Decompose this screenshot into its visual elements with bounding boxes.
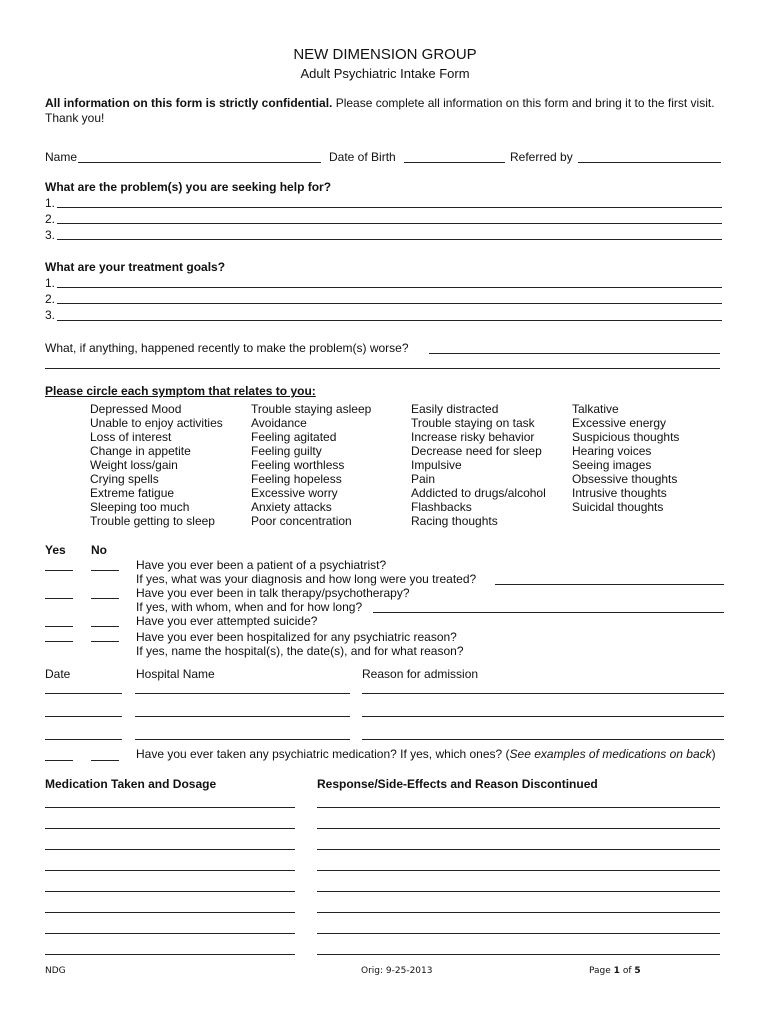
goal-number-3: 3. bbox=[45, 308, 56, 322]
response-line-1[interactable] bbox=[317, 807, 720, 808]
medication-line-7[interactable] bbox=[45, 933, 295, 934]
problem-line-3[interactable] bbox=[57, 239, 722, 240]
response-column-header: Response/Side-Effects and Reason Discontinued bbox=[317, 777, 598, 791]
hospital-date-line-3[interactable] bbox=[45, 739, 122, 740]
medication-yes-blank[interactable] bbox=[45, 760, 73, 761]
symptom-item[interactable]: Intrusive thoughts bbox=[572, 486, 667, 500]
footer-left: NDG bbox=[45, 966, 66, 976]
hospital-reason-line-1[interactable] bbox=[362, 693, 724, 694]
organization-name: NEW DIMENSION GROUP bbox=[293, 46, 477, 63]
medication-line-6[interactable] bbox=[45, 912, 295, 913]
symptom-item[interactable]: Crying spells bbox=[90, 472, 159, 486]
hospital-name-line-1[interactable] bbox=[135, 693, 350, 694]
q2-followup: If yes, with whom, when and for how long? bbox=[136, 600, 363, 614]
symptom-item[interactable]: Depressed Mood bbox=[90, 402, 182, 416]
page-current: 1 bbox=[613, 966, 620, 976]
q1-followup: If yes, what was your diagnosis and how long were you treated? bbox=[136, 572, 477, 586]
symptom-item[interactable]: Flashbacks bbox=[411, 500, 472, 514]
referred-field[interactable] bbox=[578, 162, 721, 163]
yes-header: Yes bbox=[45, 543, 66, 557]
q3-no-blank[interactable] bbox=[91, 626, 119, 627]
name-label: Name bbox=[45, 150, 78, 164]
no-header: No bbox=[91, 543, 107, 557]
thank-you: Thank you! bbox=[45, 111, 105, 125]
q4-yes-blank[interactable] bbox=[45, 641, 73, 642]
hospital-reason-line-3[interactable] bbox=[362, 739, 724, 740]
q4-followup: If yes, name the hospital(s), the date(s), and for what reason? bbox=[136, 644, 464, 658]
symptom-item[interactable]: Feeling agitated bbox=[251, 430, 337, 444]
q2-question: Have you ever been in talk therapy/psychotherapy? bbox=[136, 586, 410, 600]
medication-question-text: Have you ever taken any psychiatric medication? If yes, which ones? ( bbox=[136, 747, 510, 761]
footer-date: Orig: 9-25-2013 bbox=[361, 966, 433, 976]
symptom-column-3 bbox=[411, 402, 546, 528]
medication-line-5[interactable] bbox=[45, 891, 295, 892]
symptom-item[interactable]: Poor concentration bbox=[251, 514, 352, 528]
hospital-date-line-2[interactable] bbox=[45, 716, 122, 717]
response-line-7[interactable] bbox=[317, 933, 720, 934]
response-line-8[interactable] bbox=[317, 954, 720, 955]
q1-no-blank[interactable] bbox=[91, 570, 119, 571]
medication-note: See examples of medications on back bbox=[509, 747, 712, 761]
symptom-item[interactable]: Suicidal thoughts bbox=[572, 500, 664, 514]
symptom-item[interactable]: Loss of interest bbox=[90, 430, 172, 444]
medication-question bbox=[136, 747, 716, 761]
hospital-name-line-2[interactable] bbox=[135, 716, 350, 717]
symptoms-heading: Please circle each symptom that relates to you: bbox=[45, 384, 316, 398]
symptom-item[interactable]: Trouble staying asleep bbox=[251, 402, 372, 416]
symptom-item[interactable]: Easily distracted bbox=[411, 402, 499, 416]
goals-question: What are your treatment goals? bbox=[45, 260, 226, 274]
symptom-item[interactable]: Hearing voices bbox=[572, 444, 652, 458]
response-line-5[interactable] bbox=[317, 891, 720, 892]
symptom-item[interactable]: Extreme fatigue bbox=[90, 486, 175, 500]
symptom-column-1 bbox=[90, 402, 223, 528]
hospital-column-header: Hospital Name bbox=[136, 667, 215, 681]
problem-number-1: 1. bbox=[45, 196, 56, 210]
q4-no-blank[interactable] bbox=[91, 641, 119, 642]
form-title: Adult Psychiatric Intake Form bbox=[300, 66, 470, 81]
symptom-item[interactable]: Obsessive thoughts bbox=[572, 472, 678, 486]
symptom-item[interactable]: Racing thoughts bbox=[411, 514, 498, 528]
q3-question: Have you ever attempted suicide? bbox=[136, 614, 318, 628]
instructions: Please complete all information on this form and bring it to the first visit. bbox=[335, 96, 715, 110]
symptom-item[interactable]: Trouble getting to sleep bbox=[90, 514, 215, 528]
hospital-reason-line-2[interactable] bbox=[362, 716, 724, 717]
response-line-3[interactable] bbox=[317, 849, 720, 850]
name-field[interactable] bbox=[78, 162, 321, 163]
goal-number-1: 1. bbox=[45, 276, 56, 290]
medication-close-paren: ) bbox=[711, 747, 716, 761]
symptom-item[interactable]: Suspicious thoughts bbox=[572, 430, 680, 444]
medication-line-4[interactable] bbox=[45, 870, 295, 871]
page-label: Page bbox=[589, 966, 611, 976]
q1-question: Have you ever been a patient of a psychiatrist? bbox=[136, 558, 387, 572]
q3-yes-blank[interactable] bbox=[45, 626, 73, 627]
page-of: of bbox=[622, 966, 632, 976]
intro-text bbox=[45, 96, 715, 110]
hospital-name-line-3[interactable] bbox=[135, 739, 350, 740]
page-number bbox=[589, 966, 641, 976]
symptom-item[interactable]: Addicted to drugs/alcohol bbox=[411, 486, 546, 500]
problem-line-2[interactable] bbox=[57, 223, 722, 224]
page-total: 5 bbox=[634, 966, 641, 976]
symptom-item[interactable]: Feeling hopeless bbox=[251, 472, 342, 486]
q4-question: Have you ever been hospitalized for any psychiatric reason? bbox=[136, 630, 457, 644]
symptom-item[interactable]: Seeing images bbox=[572, 458, 652, 472]
medication-line-1[interactable] bbox=[45, 807, 295, 808]
problem-number-3: 3. bbox=[45, 228, 56, 242]
symptom-column-4 bbox=[572, 402, 679, 514]
symptom-item[interactable]: Feeling guilty bbox=[251, 444, 322, 458]
problem-line-1[interactable] bbox=[57, 207, 722, 208]
referred-label: Referred by bbox=[510, 150, 573, 164]
symptom-item[interactable]: Weight loss/gain bbox=[90, 458, 178, 472]
symptom-item[interactable]: Anxiety attacks bbox=[251, 500, 332, 514]
response-line-2[interactable] bbox=[317, 828, 720, 829]
symptom-item[interactable]: Change in appetite bbox=[90, 444, 191, 458]
symptom-item[interactable]: Impulsive bbox=[411, 458, 462, 472]
q2-no-blank[interactable] bbox=[91, 598, 119, 599]
confidential-notice: All information on this form is strictly confidential. bbox=[45, 96, 333, 110]
problems-question: What are the problem(s) you are seeking help for? bbox=[45, 180, 332, 194]
goal-number-2: 2. bbox=[45, 292, 56, 306]
symptom-column-2 bbox=[251, 402, 371, 528]
goal-line-3[interactable] bbox=[57, 320, 722, 321]
worse-question: What, if anything, happened recently to make the problem(s) worse? bbox=[45, 341, 409, 355]
symptom-item[interactable]: Excessive worry bbox=[251, 486, 338, 500]
goal-line-1[interactable] bbox=[57, 287, 722, 288]
medication-no-blank[interactable] bbox=[91, 760, 119, 761]
response-line-4[interactable] bbox=[317, 870, 720, 871]
medication-column-header: Medication Taken and Dosage bbox=[45, 777, 217, 791]
dob-field[interactable] bbox=[404, 162, 505, 163]
q2-yes-blank[interactable] bbox=[45, 598, 73, 599]
symptom-item[interactable]: Pain bbox=[411, 472, 436, 486]
q1-followup-field[interactable] bbox=[495, 584, 724, 585]
symptom-item[interactable]: Excessive energy bbox=[572, 416, 667, 430]
symptom-item[interactable]: Unable to enjoy activities bbox=[90, 416, 223, 430]
symptom-item[interactable]: Feeling worthless bbox=[251, 458, 345, 472]
q2-followup-field[interactable] bbox=[373, 612, 724, 613]
worse-field-2[interactable] bbox=[45, 368, 720, 369]
symptom-item[interactable]: Trouble staying on task bbox=[411, 416, 535, 430]
medication-line-8[interactable] bbox=[45, 954, 295, 955]
symptom-item[interactable]: Sleeping too much bbox=[90, 500, 190, 514]
symptom-item[interactable]: Decrease need for sleep bbox=[411, 444, 542, 458]
problem-number-2: 2. bbox=[45, 212, 56, 226]
symptom-item[interactable]: Increase risky behavior bbox=[411, 430, 535, 444]
date-column-header: Date bbox=[45, 667, 71, 681]
hospital-date-line-1[interactable] bbox=[45, 693, 122, 694]
dob-label: Date of Birth bbox=[329, 150, 396, 164]
reason-column-header: Reason for admission bbox=[362, 667, 479, 681]
medication-line-2[interactable] bbox=[45, 828, 295, 829]
symptom-item[interactable]: Avoidance bbox=[251, 416, 307, 430]
q1-yes-blank[interactable] bbox=[45, 570, 73, 571]
worse-field[interactable] bbox=[429, 353, 720, 354]
symptom-item[interactable]: Talkative bbox=[572, 402, 619, 416]
medication-line-3[interactable] bbox=[45, 849, 295, 850]
goal-line-2[interactable] bbox=[57, 303, 722, 304]
response-line-6[interactable] bbox=[317, 912, 720, 913]
